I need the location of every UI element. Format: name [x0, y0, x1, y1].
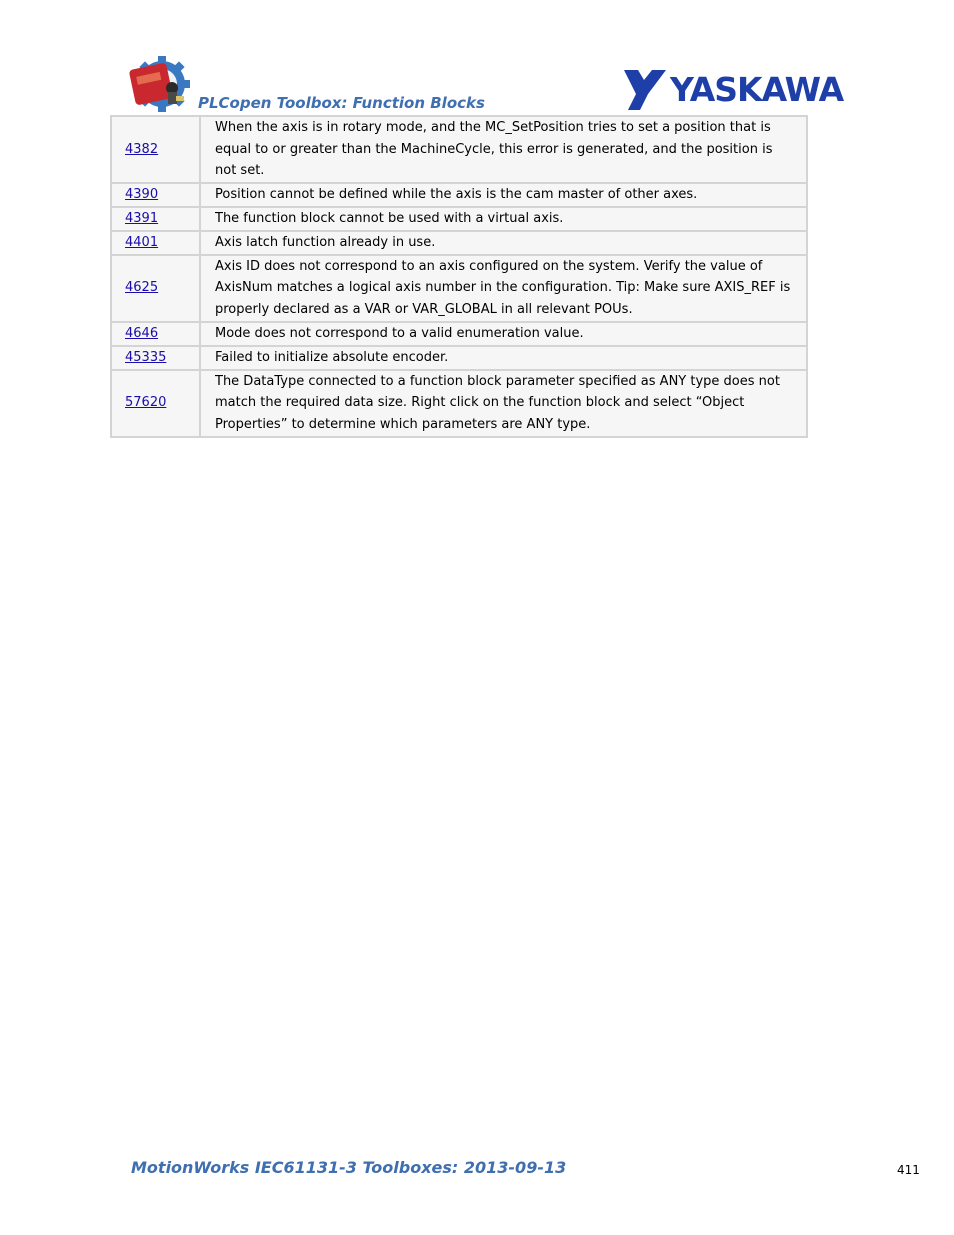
yaskawa-logo: [622, 66, 844, 112]
error-code-link[interactable]: 4390: [125, 186, 159, 202]
error-code-table: [110, 115, 808, 438]
error-code-link[interactable]: 4401: [125, 234, 159, 250]
error-description: The DataType connected to a function block parameter specified as ANY type does not match the required data size. Right click on the function block and select “Object Properties” to determine which parameters are ANY type.: [201, 371, 806, 436]
table-row: [112, 208, 806, 230]
error-code-cell: [112, 232, 199, 254]
table-row: [112, 184, 806, 206]
error-code-link[interactable]: 57620: [125, 395, 167, 411]
table-row: [112, 117, 806, 182]
error-code-link[interactable]: 4625: [125, 280, 159, 296]
error-code-cell: [112, 117, 199, 182]
error-code-link[interactable]: 4646: [125, 325, 159, 341]
error-description: Axis ID does not correspond to an axis configured on the system. Verify the value of AxisNum matches a logical axis number in the configuration. Tip: Make sure AXIS_REF is properly declared as a VAR or VAR_GLOBAL in all relevant POUs.: [201, 256, 806, 321]
table-row: [112, 371, 806, 436]
error-code-link[interactable]: 45335: [125, 349, 167, 365]
error-code-link[interactable]: 4391: [125, 210, 159, 226]
error-description: Failed to initialize absolute encoder.: [201, 347, 806, 369]
error-code-cell: [112, 208, 199, 230]
error-code-cell: [112, 256, 199, 321]
footer-title: MotionWorks IEC61131-3 Toolboxes: 2013-09-13: [131, 1158, 567, 1177]
error-description: When the axis is in rotary mode, and the MC_SetPosition tries to set a position that is equal to or greater than the MachineCycle, this error is generated, and the position is not set.: [201, 117, 806, 182]
error-code-cell: [112, 323, 199, 345]
table-row: [112, 232, 806, 254]
error-description: The function block cannot be used with a virtual axis.: [201, 208, 806, 230]
error-code-link[interactable]: 4382: [125, 141, 159, 157]
table-row: [112, 323, 806, 345]
toolbox-gear-logo: [128, 56, 200, 112]
error-description: Axis latch function already in use.: [201, 232, 806, 254]
table-row: [112, 256, 806, 321]
error-code-cell: [112, 347, 199, 369]
error-code-cell: [112, 184, 199, 206]
table-row: [112, 347, 806, 369]
error-description: Mode does not correspond to a valid enumeration value.: [201, 323, 806, 345]
error-description: Position cannot be defined while the axis is the cam master of other axes.: [201, 184, 806, 206]
header-title: PLCopen Toolbox: Function Blocks: [198, 94, 485, 112]
brand-name: YASKAWA: [670, 70, 844, 109]
page-number: 411: [897, 1163, 920, 1177]
error-code-cell: [112, 371, 199, 436]
